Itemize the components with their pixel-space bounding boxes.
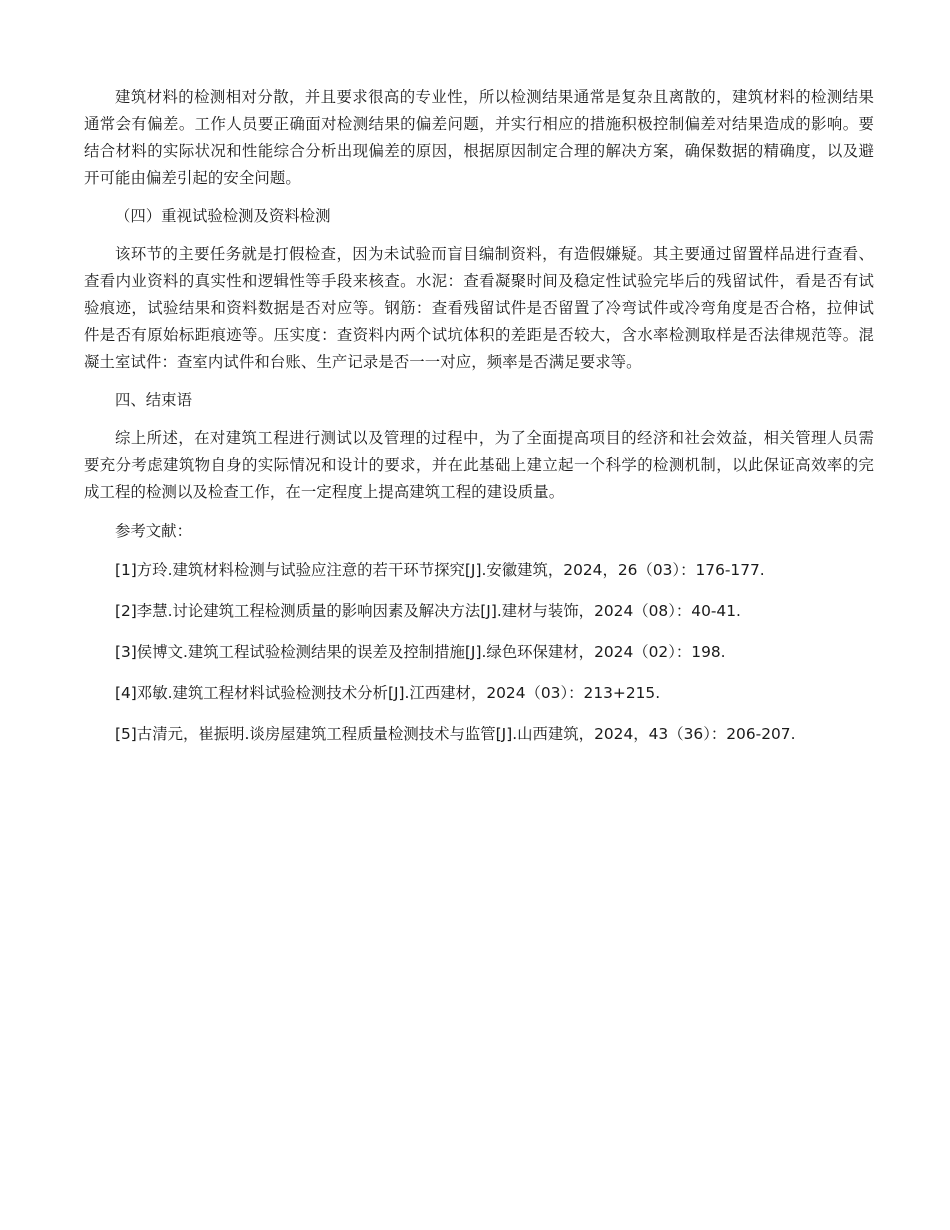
- reference-item: [2]李慧.讨论建筑工程检测质量的影响因素及解决方法[J].建材与装饰，2024（08）：40-41.: [115, 602, 741, 620]
- body-paragraph-conclusion: 综上所述，在对建筑工程进行测试以及管理的过程中，为了全面提高项目的经济和社会效益，相关管理人员需要充分考虑建筑物自身的实际情况和设计的要求，并在此基础上建立起一个科学的检测机制，以此保证高效率的完成工程的检测以及检查工作，在一定程度上提高建筑工程的建设质量。: [84, 429, 874, 501]
- document-page: [84, 84, 874, 762]
- section-heading-experiment-inspection: （四）重视试验检测及资料检测: [115, 207, 331, 225]
- reference-item: [4]邓敏.建筑工程材料试验检测技术分析[J].江西建材，2024（03）：213+215.: [115, 684, 661, 702]
- reference-item: [3]侯博文.建筑工程试验检测结果的误差及控制措施[J].绿色环保建材，2024（02）：198.: [115, 643, 726, 661]
- body-paragraph-anti-fraud: 该环节的主要任务就是打假检查，因为未试验而盲目编制资料，有造假嫌疑。其主要通过留置样品进行查看、查看内业资料的真实性和逻辑性等手段来核查。水泥：查看凝聚时间及稳定性试验完毕后的残留试件，看是否有试验痕迹，试验结果和资料数据是否对应等。钢筋：查看残留试件是否留置了冷弯试件或冷弯角度是否合格，拉伸试件是否有原始标距痕迹等。压实度：查资料内两个试坑体积的差距是否较大，含水率检测取样是否法律规范等。混凝土室试件：查室内试件和台账、生产记录是否一一对应，频率是否满足要求等。: [84, 245, 874, 371]
- body-paragraph-deviation: 建筑材料的检测相对分散，并且要求很高的专业性，所以检测结果通常是复杂且离散的，建筑材料的检测结果通常会有偏差。工作人员要正确面对检测结果的偏差问题，并实行相应的措施积极控制偏差对结果造成的影响。要结合材料的实际状况和性能综合分析出现偏差的原因，根据原因制定合理的解决方案，确保数据的精确度，以及避开可能由偏差引起的安全问题。: [84, 88, 874, 187]
- section-heading-conclusion: 四、结束语: [115, 391, 192, 409]
- reference-item: [1]方玲.建筑材料检测与试验应注意的若干环节探究[J].安徽建筑，2024，26（03）：176-177.: [115, 561, 765, 579]
- reference-list: [84, 557, 874, 748]
- references-heading: 参考文献：: [115, 522, 192, 540]
- reference-item: [5]古清元，崔振明.谈房屋建筑工程质量检测技术与监管[J].山西建筑，2024，43（36）：206-207.: [115, 725, 796, 743]
